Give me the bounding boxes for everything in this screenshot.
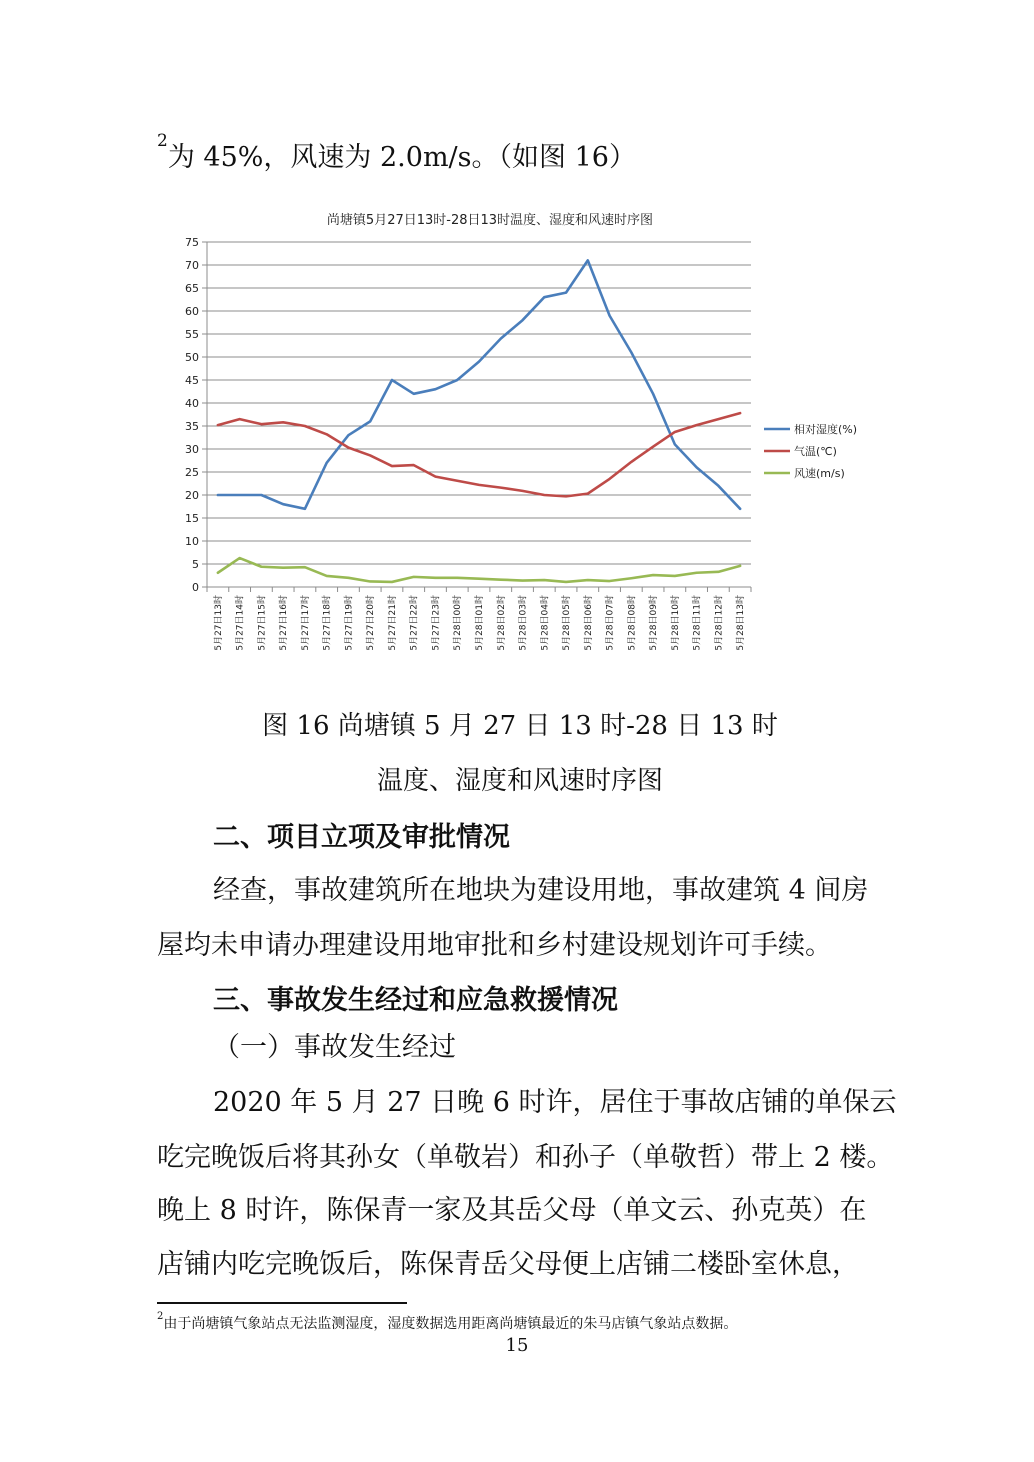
chart-title: 尚塘镇5月27日13时-28日13时温度、湿度和风速时序图 bbox=[326, 213, 654, 228]
paragraph-line: 经查，事故建筑所在地块为建设用地，事故建筑 4 间房 bbox=[213, 875, 869, 906]
y-tick-label: 75 bbox=[185, 236, 199, 249]
figure-caption-line1: 图 16 尚塘镇 5 月 27 日 13 时-28 日 13 时 bbox=[262, 711, 778, 741]
series-line bbox=[218, 558, 740, 582]
x-tick-label: 5月27日23时 bbox=[431, 595, 442, 651]
top-line bbox=[157, 131, 636, 174]
grid-lines bbox=[207, 242, 751, 564]
page-number: 15 bbox=[505, 1335, 529, 1356]
y-tick-label: 35 bbox=[185, 420, 199, 433]
y-tick-label: 5 bbox=[192, 558, 199, 571]
chart-legend bbox=[764, 422, 857, 480]
footnote-marker: 2 bbox=[157, 1311, 164, 1322]
x-tick-label: 5月28日04时 bbox=[540, 595, 551, 651]
x-tick-label: 5月27日13时 bbox=[213, 595, 224, 651]
legend-label: 风速(m/s) bbox=[794, 467, 845, 480]
x-tick-label: 5月28日02时 bbox=[496, 595, 507, 651]
y-tick-label: 50 bbox=[185, 351, 199, 364]
paragraph-line: 吃完晚饭后将其孙女（单敬岩）和孙子（单敬哲）带上 2 楼。 bbox=[157, 1142, 894, 1173]
y-tick-label: 15 bbox=[185, 512, 199, 525]
section-heading-2: 二、项目立项及审批情况 bbox=[213, 822, 510, 853]
x-tick-label: 5月27日20时 bbox=[366, 595, 377, 651]
x-tick-label: 5月28日10时 bbox=[670, 595, 681, 651]
x-tick-label: 5月28日09时 bbox=[649, 595, 660, 651]
legend-label: 气温(℃) bbox=[794, 445, 837, 458]
y-tick-label: 10 bbox=[185, 535, 199, 548]
section-heading-3: 三、事故发生经过和应急救援情况 bbox=[213, 985, 618, 1016]
y-tick-label: 40 bbox=[185, 397, 199, 410]
paragraph-line: 2020 年 5 月 27 日晚 6 时许，居住于事故店铺的单保云 bbox=[213, 1087, 897, 1118]
x-tick-label: 5月27日21时 bbox=[387, 595, 398, 651]
y-tick-label: 45 bbox=[185, 374, 199, 387]
paragraph-line: 晚上 8 时许，陈保青一家及其岳父母（单文云、孙克英）在 bbox=[157, 1195, 867, 1226]
y-tick-label: 20 bbox=[185, 489, 199, 502]
paragraph-line: 店铺内吃完晚饭后，陈保青岳父母便上店铺二楼卧室休息， bbox=[157, 1249, 859, 1280]
legend-label: 相对湿度(%) bbox=[794, 423, 858, 436]
figure-caption-line2: 温度、湿度和风速时序图 bbox=[376, 766, 663, 796]
x-tick-label: 5月28日05时 bbox=[562, 595, 573, 651]
top-line-text: 为 45%，风速为 2.0m/s。（如图 16） bbox=[167, 142, 636, 173]
y-tick-label: 55 bbox=[185, 328, 199, 341]
axes bbox=[185, 236, 751, 651]
footnote-marker: 2 bbox=[157, 131, 168, 151]
y-tick-label: 65 bbox=[185, 282, 199, 295]
x-tick-label: 5月28日03时 bbox=[518, 595, 529, 651]
footnote bbox=[157, 1313, 737, 1333]
x-tick-label: 5月28日12时 bbox=[714, 595, 725, 651]
paragraph-line: 屋均未申请办理建设用地审批和乡村建设规划许可手续。 bbox=[157, 930, 832, 961]
x-tick-label: 5月28日00时 bbox=[453, 595, 464, 651]
x-tick-label: 5月28日06时 bbox=[583, 595, 594, 651]
x-tick-label: 5月27日17时 bbox=[300, 595, 311, 651]
x-tick-label: 5月27日19时 bbox=[344, 595, 355, 651]
x-tick-label: 5月28日08时 bbox=[627, 595, 638, 651]
y-tick-label: 30 bbox=[185, 443, 199, 456]
x-tick-label: 5月28日07时 bbox=[605, 595, 616, 651]
y-tick-label: 60 bbox=[185, 305, 199, 318]
x-tick-label: 5月27日16时 bbox=[279, 595, 290, 651]
subsection-heading: （一）事故发生经过 bbox=[213, 1032, 456, 1063]
y-tick-label: 70 bbox=[185, 259, 199, 272]
series-lines bbox=[218, 260, 740, 582]
x-tick-label: 5月28日11时 bbox=[692, 595, 703, 651]
x-tick-label: 5月27日18时 bbox=[322, 595, 333, 651]
footnote-separator bbox=[157, 1302, 407, 1304]
footnote-text: 由于尚塘镇气象站点无法监测湿度，湿度数据选用距离尚塘镇最近的朱马店镇气象站点数据。 bbox=[163, 1316, 738, 1332]
x-tick-label: 5月27日22时 bbox=[409, 595, 420, 651]
y-tick-label: 0 bbox=[192, 581, 199, 594]
x-tick-label: 5月27日15时 bbox=[257, 595, 268, 651]
x-tick-label: 5月27日14时 bbox=[235, 595, 246, 651]
x-tick-label: 5月28日01时 bbox=[475, 595, 485, 651]
y-tick-label: 25 bbox=[185, 466, 199, 479]
x-tick-label: 5月28日13时 bbox=[736, 595, 747, 651]
time-series-chart bbox=[150, 200, 890, 690]
